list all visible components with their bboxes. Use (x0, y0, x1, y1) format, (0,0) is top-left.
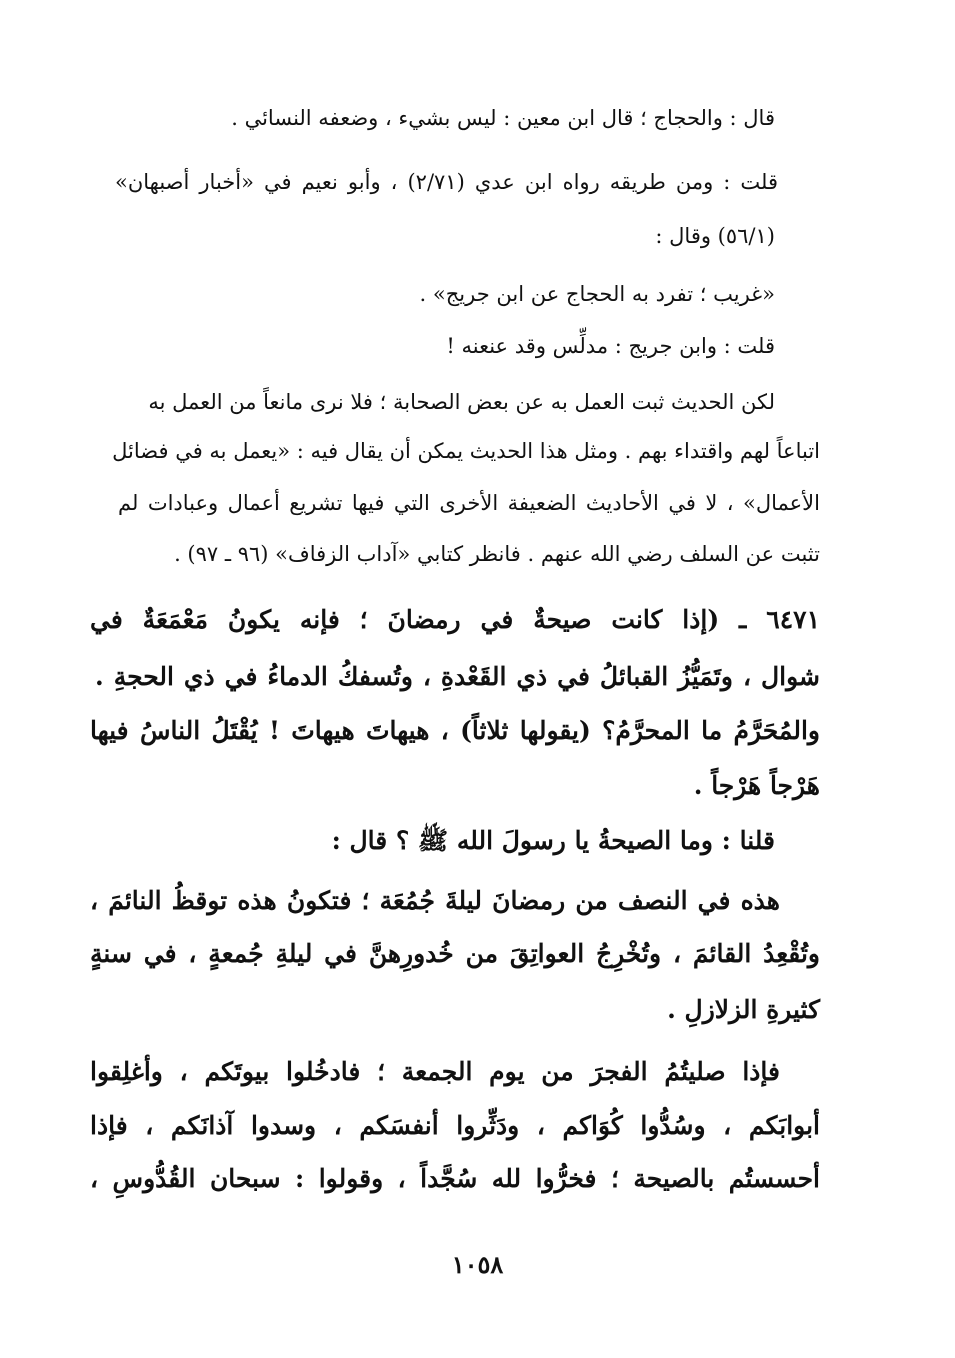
text-line: تثبت عن السلف رضي الله عنهم . فانظر كتابي «آداب الزفاف» (٩٦ ـ ٩٧) . (174, 542, 820, 566)
text-line: قلت : وابن جريج : مدلِّس وقد عنعنه ! (446, 334, 775, 358)
hadith-line: ٦٤٧١ ـ (إذا كانت صيحةٌ في رمضانَ ؛ فإنه يكونُ مَعْمَعَةٌ في (90, 605, 820, 634)
hadith-line: قلنا : وما الصيحةُ يا رسولَ الله ﷺ ؟ قال : (331, 826, 775, 855)
hadith-line: هَرْجاً هَرْجاً . (693, 771, 820, 800)
hadith-line: أحسستُم بالصيحة ؛ فخرُّوا لله سُجَّداً ، وقولوا : سبحان القُدُّوسِ ، (90, 1164, 820, 1193)
hadith-line: وتُقْعِدُ القائمَ ، وتُخْرِجُ العواتِقَ من خُدورِهنَّ في ليلةِ جُمعةٍ ، في سنةٍ (90, 939, 820, 968)
hadith-line: والمُحَرَّمُ ما المحرَّمُ؟ (يقولها ثلاثاً) ، هيهاتَ هيهاتَ ! يُقْتَلُ الناسُ فيها (90, 716, 820, 745)
page-number: ١٠٥٨ (451, 1250, 504, 1279)
text-line: الأعمال» ، لا في الأحاديث الضعيفة الأخرى التي فيها تشريع أعمال وعبادات لم (118, 491, 820, 515)
quoted-text-line: «غريب ؛ تفرد به الحجاج عن ابن جريج» . (419, 282, 775, 306)
text-line: اتباعاً لهم واقتداء بهم . ومثل هذا الحديث يمكن أن يقال فيه : «يعمل به في فضائل (112, 439, 820, 463)
text-line: قال : والحجاج ؛ قال ابن معين : ليس بشيء ، وضعفه النسائي . (231, 106, 775, 130)
text-line: (٥٦/١) وقال : (655, 224, 775, 248)
hadith-line: أبوابَكم ، وسُدُّوا كُوَاكم ، ودَثِّروا أنفسَكم ، وسدوا آذانَكم ، فإذا (90, 1111, 820, 1140)
hadith-line: شوال ، وتَمَيُّزُ القبائلُ في ذي القَعْدةِ ، وتُسفكُ الدماءُ في ذي الحجةِ . (95, 662, 820, 691)
hadith-line: فإذا صليتُمُ الفجرَ من يوم الجمعة ؛ فادخُلوا بيوتَكم ، وأغلِقوا (90, 1057, 780, 1086)
text-line: لكن الحديث ثبت العمل به عن بعض الصحابة ؛ فلا نرى مانعاً من العمل به (148, 390, 775, 414)
hadith-line: كثيرةِ الزلازلِ . (667, 995, 820, 1024)
hadith-line: هذه في النصف من رمضانَ ليلةَ جُمُعَة ؛ فتكونُ هذه توقظُ النائمَ ، (90, 886, 780, 915)
text-line: قلت : ومن طريقه رواه ابن عدي (٢/٧١) ، وأبو نعيم في «أخبار أصبهان» (115, 170, 778, 194)
